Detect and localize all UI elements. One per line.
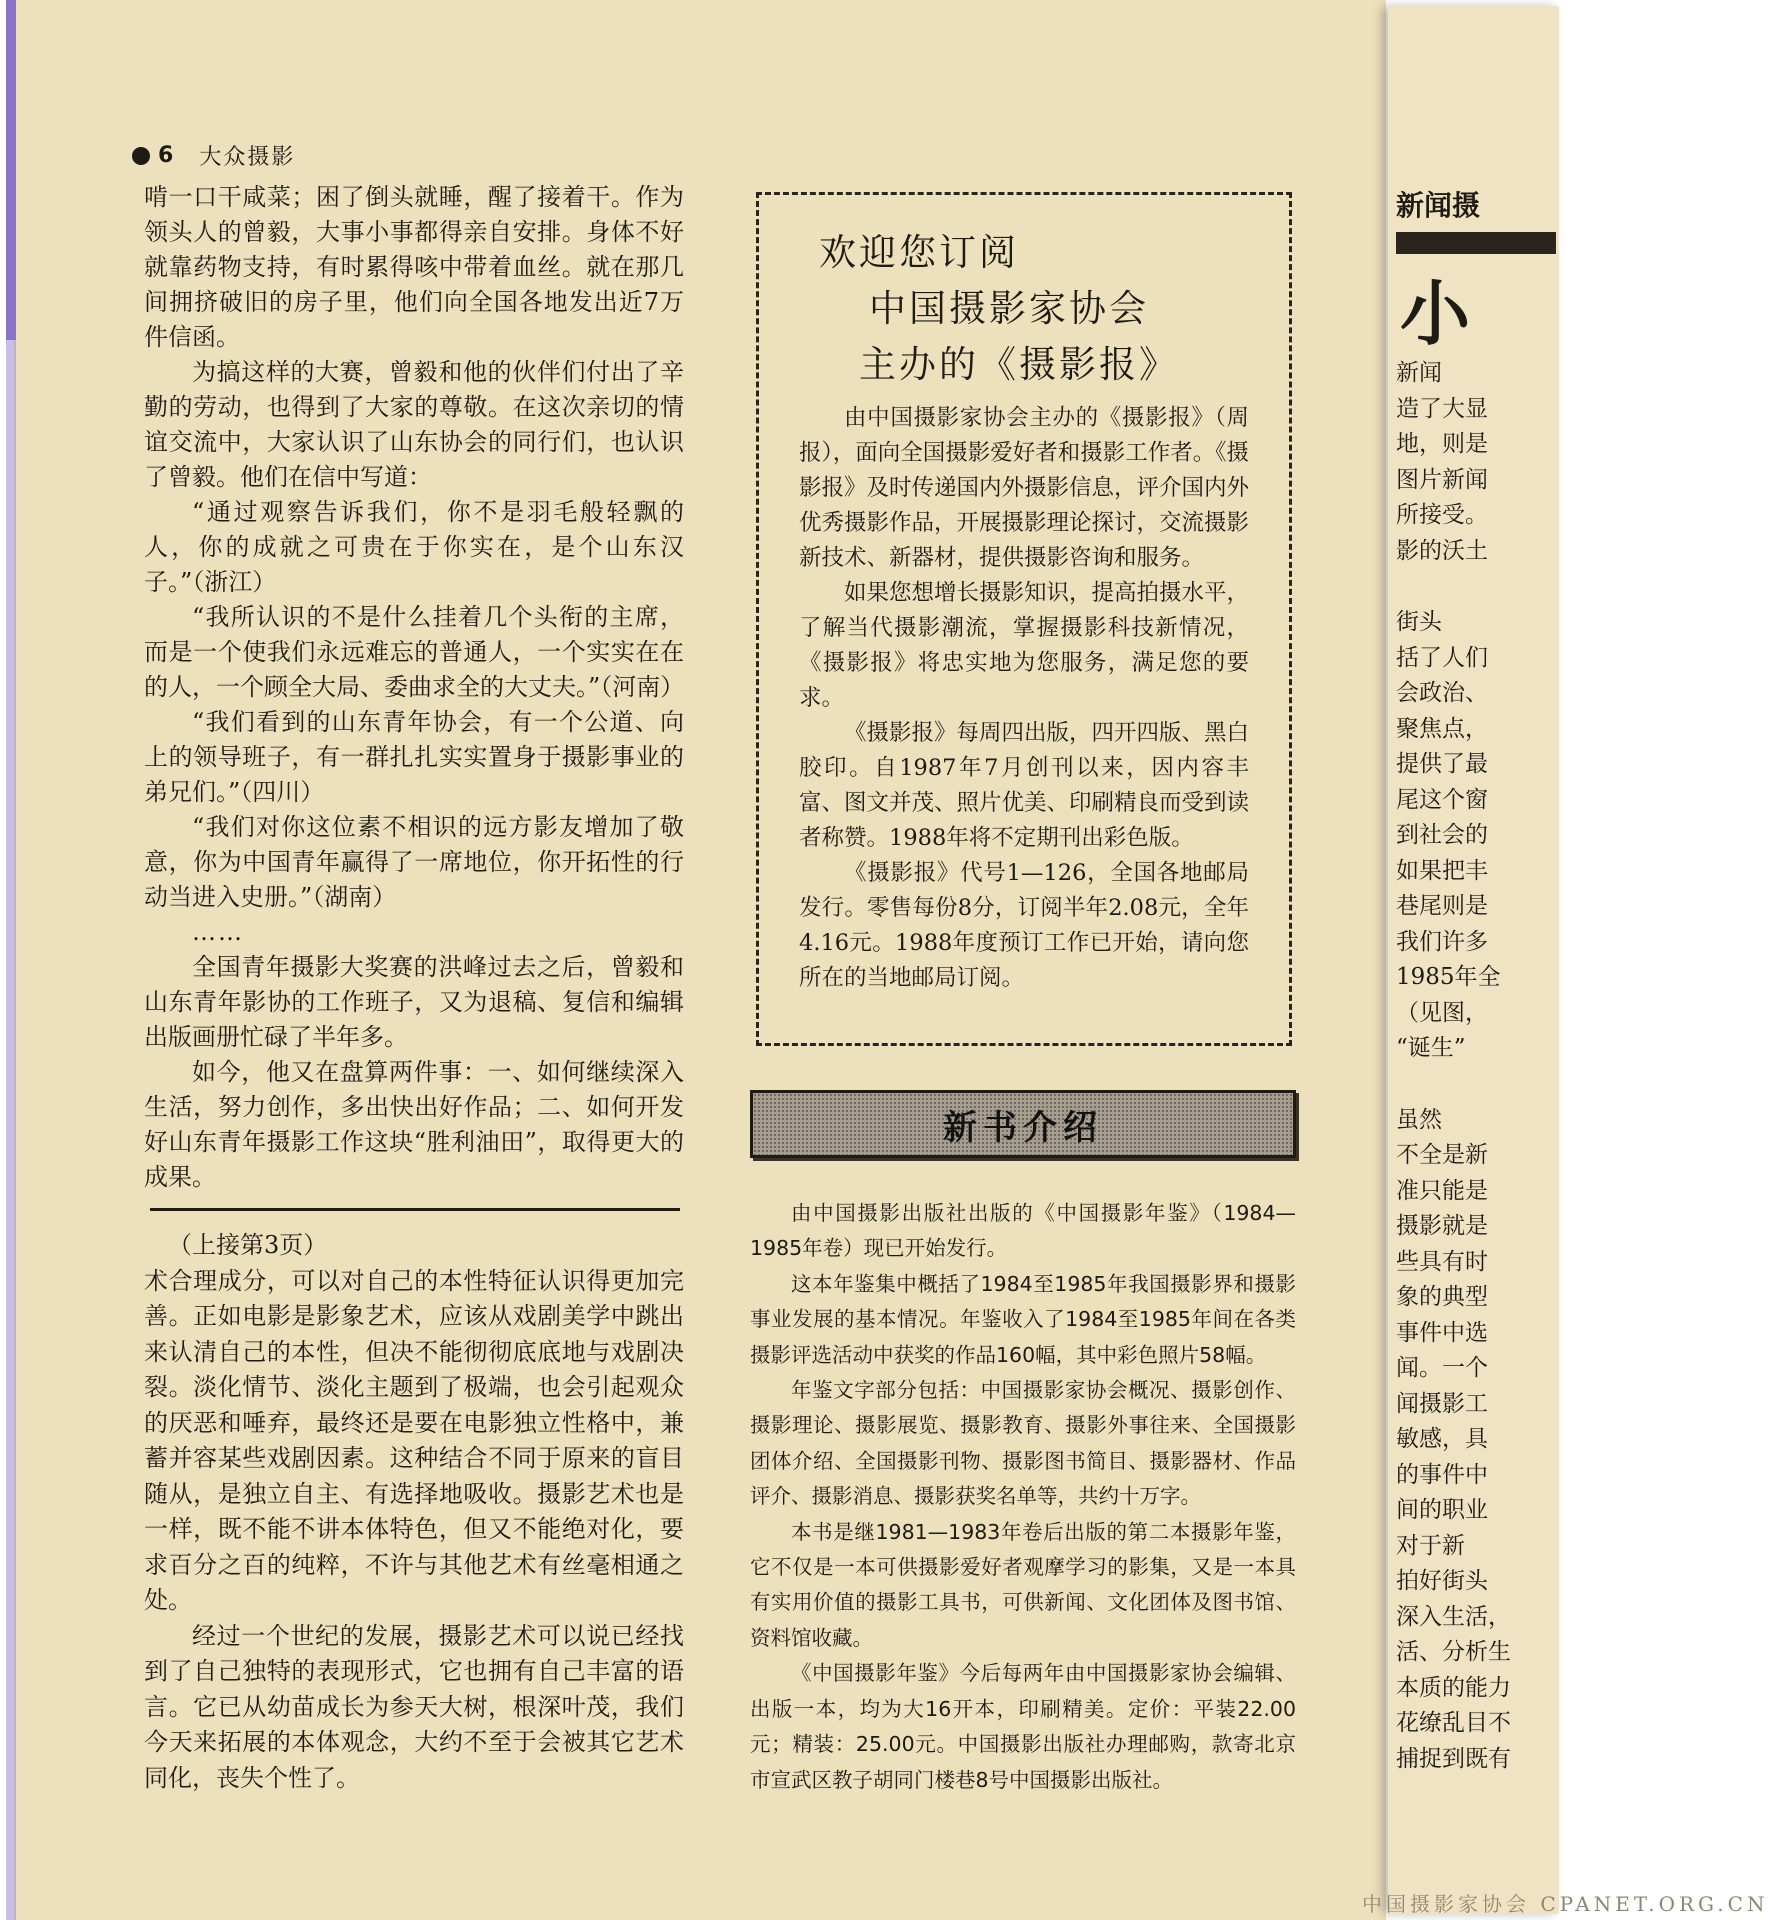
ad-title-line: 欢迎您订阅 bbox=[819, 231, 1019, 274]
book-paragraph: 本书是继1981—1983年卷后出版的第二本摄影年鉴，它不仅是一本可供摄影爱好者观摩学习的影集，又是一本具有实用价值的摄影工具书，可供新闻、文化团体及图书馆、资料馆收藏。 bbox=[750, 1519, 1296, 1650]
article-paragraph: 啃一口干咸菜；困了倒头就睡，醒了接着干。作为领头人的曾毅，大事小事都得亲自安排。身体不好就靠药物支持，有时累得咳中带着血丝。就在那几间拥挤破旧的房子里，他们向全国各地发出近7万件信函。 bbox=[144, 183, 684, 351]
ad-title-line: 主办的《摄影报》 bbox=[859, 343, 1179, 386]
right-page-line: 敏感，具 bbox=[1396, 1426, 1488, 1452]
continued-label: （上接第3页） bbox=[168, 1231, 328, 1259]
book-paragraph: 这本年鉴集中概括了1984至1985年我国摄影界和摄影事业发展的基本情况。年鉴收入了1984至1985年间在各类摄影评选活动中获奖的作品160幅，其中彩色照片58幅。 bbox=[750, 1271, 1296, 1367]
right-page-line: 会政治、 bbox=[1396, 680, 1488, 706]
right-page-line: 巷尾则是 bbox=[1396, 893, 1488, 919]
right-page-line: 捕捉到既有 bbox=[1396, 1745, 1511, 1772]
right-page-line: 间的职业 bbox=[1396, 1497, 1488, 1523]
ad-title bbox=[819, 225, 1179, 393]
page-number: 6 bbox=[158, 143, 174, 168]
right-page-line: 象的典型 bbox=[1396, 1284, 1488, 1310]
right-page-line: 所接受。 bbox=[1396, 502, 1488, 528]
right-page bbox=[1388, 6, 1559, 1914]
right-page-line: 我们许多 bbox=[1396, 928, 1488, 955]
new-books-heading: 新书介绍 bbox=[943, 1107, 1103, 1148]
watermark: 中国摄影家协会 CPANET.ORG.CN bbox=[1362, 1892, 1768, 1916]
right-page-line: 些具有时 bbox=[1396, 1248, 1488, 1275]
book-paragraph: 《中国摄影年鉴》今后每两年由中国摄影家协会编辑、出版一本，均为大16开本，印刷精美。定价：平装22.00元；精装：25.00元。中国摄影出版社办理邮购，款寄北京市宣武区教子胡同门楼巷8号中国摄影出版社。 bbox=[750, 1661, 1296, 1792]
right-page-line: 摄影就是 bbox=[1396, 1213, 1488, 1239]
right-page-line: 聚焦点， bbox=[1396, 715, 1488, 742]
right-page-line: 地，则是 bbox=[1396, 431, 1488, 457]
right-page-line: 如果把丰 bbox=[1396, 857, 1488, 884]
right-page-line: 到社会的 bbox=[1396, 822, 1488, 848]
right-page-line: 闻摄影工 bbox=[1396, 1390, 1488, 1417]
right-page-line: 的事件中 bbox=[1396, 1461, 1488, 1488]
right-page-text bbox=[1396, 356, 1566, 1777]
book-paragraph: 年鉴文字部分包括：中国摄影家协会概况、摄影创作、摄影理论、摄影展览、摄影教育、摄影外事往来、全国摄影团体介绍、全国摄影刊物、摄影图书简目、摄影器材、作品评介、摄影消息、摄影获奖名单等，共约十万字。 bbox=[750, 1378, 1296, 1509]
continued-article bbox=[144, 1228, 684, 1796]
right-page-line: 提供了最 bbox=[1396, 751, 1488, 777]
right-page-line: 1985年全 bbox=[1396, 964, 1501, 990]
bullet-dot-icon bbox=[132, 147, 150, 165]
right-page-line: 深入生活， bbox=[1396, 1603, 1511, 1630]
magazine-name: 大众摄影 bbox=[199, 145, 296, 170]
article-paragraph: 为搞这样的大赛，曾毅和他的伙伴们付出了辛勤的劳动，也得到了大家的尊敬。在这次亲切的情谊交流中，大家认识了山东协会的同行们，也认识了曾毅。他们在信中写道： bbox=[144, 358, 684, 491]
page-edge-strip-lower bbox=[6, 340, 16, 1920]
book-paragraph: 由中国摄影出版社出版的《中国摄影年鉴》（1984—1985年卷）现已开始发行。 bbox=[750, 1201, 1296, 1261]
right-page-heading: 新闻摄 bbox=[1396, 189, 1481, 222]
ad-paragraph: 《摄影报》每周四出版，四开四版、黑白胶印。自1987年7月创刊以来，因内容丰富、图文并茂、照片优美、印刷精良而受到读者称赞。1988年将不定期刊出彩色版。 bbox=[799, 720, 1250, 851]
ad-paragraph: 由中国摄影家协会主办的《摄影报》（周报），面向全国摄影爱好者和摄影工作者。《摄影报》及时传递国内外摄影信息，评介国内外优秀摄影作品，开展摄影理论探讨，交流摄影新技术、新器材，提供摄影咨询和服务。 bbox=[799, 405, 1250, 571]
right-page-title: 小 bbox=[1400, 272, 1470, 355]
article-paragraph: “我们看到的山东青年协会，有一个公道、向上的领导班子，有一群扎扎实实置身于摄影事业的弟兄们。”（四川） bbox=[144, 708, 684, 806]
right-page-line: 事件中选 bbox=[1396, 1319, 1488, 1346]
right-page-line: 括了人们 bbox=[1396, 644, 1488, 671]
right-page-line: 本质的能力 bbox=[1396, 1674, 1511, 1701]
new-books-text bbox=[750, 1196, 1296, 1798]
ad-paragraph: 《摄影报》代号1—126，全国各地邮局发行。零售每份8分，订阅半年2.08元，全年4.16元。1988年度预订工作已开始，请向您所在的当地邮局订阅。 bbox=[799, 860, 1249, 991]
article-paragraph: 术合理成分，可以对自己的本性特征认识得更加完善。正如电影是影象艺术，应该从戏剧美学中跳出来认清自己的本性，但决不能彻彻底底地与戏剧决裂。淡化情节、淡化主题到了极端，也会引起观众的厌恶和唾弃，最终还是要在电影独立性格中，兼蓄并容某些戏剧因素。这种结合不同于原来的盲目随从，是独立自主、有选择地吸收。摄影艺术也是一样，既不能不讲本体特色，但又不能绝对化，要求百分之百的纯粹，不许与其他艺术有丝毫相通之处。 bbox=[144, 1266, 684, 1614]
right-page-line: 虽然 bbox=[1396, 1106, 1442, 1133]
article-paragraph: “通过观察告诉我们，你不是羽毛般轻飘的人，你的成就之可贵在于你实在，是个山东汉子。”（浙江） bbox=[144, 498, 684, 596]
right-page-line bbox=[1396, 569, 1566, 605]
article-paragraph: “我们对你这位素不相识的远方影友增加了敬意，你为中国青年赢得了一席地位，你开拓性的行动当进入史册。”（湖南） bbox=[144, 813, 684, 911]
right-page-line: 尾这个窗 bbox=[1396, 786, 1488, 813]
article-paragraph: …… bbox=[192, 918, 244, 946]
page-edge-strip bbox=[6, 0, 16, 340]
right-page-line: 准只能是 bbox=[1396, 1177, 1488, 1204]
new-books-banner bbox=[750, 1090, 1296, 1158]
right-page-line: 影的沃土 bbox=[1396, 537, 1488, 564]
right-page-line: 街头 bbox=[1396, 609, 1442, 635]
article-paragraph: 如今，他又在盘算两件事：一、如何继续深入生活，努力创作，多出快出好作品；二、如何开发好山东青年摄影工作这块“胜利油田”，取得更大的成果。 bbox=[144, 1058, 684, 1191]
right-page-line bbox=[1396, 1067, 1566, 1103]
right-page-line: 活、分析生 bbox=[1396, 1639, 1511, 1665]
right-page-line: 花缭乱目不 bbox=[1396, 1710, 1511, 1736]
right-page-line: 不全是新 bbox=[1396, 1142, 1488, 1168]
right-page-line: 拍好街头 bbox=[1396, 1568, 1488, 1594]
heading-bar bbox=[1396, 232, 1556, 254]
article-paragraph: 全国青年摄影大奖赛的洪峰过去之后，曾毅和山东青年影协的工作班子，又为退稿、复信和编辑出版画册忙碌了半年多。 bbox=[144, 953, 684, 1051]
article-paragraph: “我所认识的不是什么挂着几个头衔的主席，而是一个使我们永远难忘的普通人，一个实实在在的人，一个顾全大局、委曲求全的大丈夫。”（河南） bbox=[144, 603, 685, 701]
right-page-line: “诞生” bbox=[1396, 1035, 1466, 1061]
right-page-line: 造了大显 bbox=[1396, 395, 1488, 422]
right-page-line: 对于新 bbox=[1396, 1532, 1465, 1559]
right-page-line: 新闻 bbox=[1396, 360, 1442, 386]
right-page-line: 闻。一个 bbox=[1396, 1355, 1488, 1381]
column-divider bbox=[150, 1208, 680, 1211]
ad-paragraph: 如果您想增长摄影知识，提高拍摄水平，了解当代摄影潮流，掌握摄影科技新情况，《摄影报》将忠实地为您服务，满足您的要求。 bbox=[799, 580, 1250, 711]
page-header bbox=[132, 140, 295, 171]
article-paragraph: 经过一个世纪的发展，摄影艺术可以说已经找到了自己独特的表现形式，它也拥有自己丰富的语言。它已从幼苗成长为参天大树，根深叶茂，我们今天来拓展的本体观念，大约不至于会被其它艺术同化，丧失个性了。 bbox=[144, 1621, 684, 1792]
right-page-line: 图片新闻 bbox=[1396, 466, 1488, 493]
right-page-line: （见图， bbox=[1396, 999, 1488, 1026]
ad-body bbox=[799, 401, 1249, 996]
article-column-left bbox=[144, 180, 684, 1195]
subscription-ad-box bbox=[756, 192, 1292, 1046]
ad-title-line: 中国摄影家协会 bbox=[869, 287, 1149, 330]
